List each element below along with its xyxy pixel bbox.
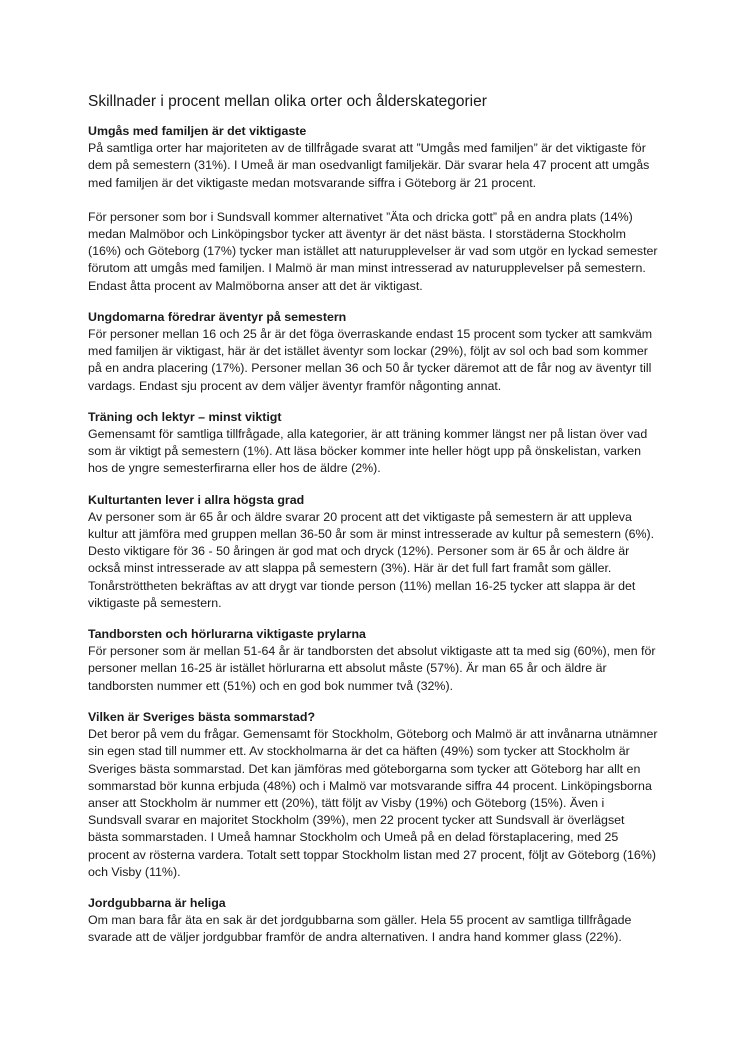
section-paragraph: För personer som är mellan 51-64 år är tandborsten det absolut viktigaste att ta med sig (60%), men för personer mellan 16-25 är istället hörlurarna ett absolut måste (57%). Är man 65 år och äldre är tandborsten nummer ett (51%) och en god bok nummer två (32%). [88,644,656,693]
section-paragraph: För personer mellan 16 och 25 år är det föga överraskande endast 15 procent som tycker att samkväm med familjen är viktigast, här är det istället äventyr som lockar (29%), följt av sol och bad som kommer på en andra placering (17%). Personer mellan 36 och 50 år tycker däremot att de får nog av äventyr till vardags. Endast sju procent av dem väljer äventyr framför någonting annat. [88,327,653,393]
section-culture [88,492,658,612]
section-strawberries [88,895,658,947]
section-paragraph: Gemensamt för samtliga tillfrågade, alla kategorier, är att träning kommer längst ner på listan över vad som är viktigt på semestern (1%). Att läsa böcker kommer inte heller högt upp på önskelistan, varken hos de yngre semesterfirarna eller hos de äldre (2%). [88,427,648,476]
section-summer-city [88,709,658,881]
section-paragraph: Av personer som är 65 år och äldre svarar 20 procent att det viktigaste på semestern är att uppleva kultur att jämföra med gruppen mellan 36-50 år som är minst intresserade av kultur på semestern (6%). Desto viktigare för 36 - 50 åringen är god mat och dryck (12%). Personer som är 65 år och äldre är också minst intresserade av att slappa på semestern (3%). Här är det full fart framåt som gäller. Tonårströttheten bekräftas av att drygt var tionde person (11%) mellan 16-25 tycker att slappa är det viktigaste på semestern. [88,509,655,610]
section-youth-adventure [88,309,658,395]
section-paragraph: För personer som bor i Sundsvall kommer alternativet ”Äta och dricka gott” på en andra plats (14%) medan Malmöbor och Linköpingsbor tycker att äventyr är det näst bästa. I storstäderna Stockholm (16%) och Göteborg (17%) tycker man istället att naturupplevelser är vad som utgör en lyckad semester förutom att umgås med familjen. I Malmö är man minst intresserad av naturupplevelser på semestern. Endast åtta procent av Malmöborna anser att det är viktigast. [88,209,658,293]
section-gadgets [88,626,658,695]
section-training-reading [88,409,658,478]
section-heading: Tandborsten och hörlurarna viktigaste prylarna [88,627,366,642]
section-paragraph: Om man bara får äta en sak är det jordgubbarna som gäller. Hela 55 procent av samtliga tillfrågade svarade att de väljer jordgubbar framför de andra alternativen. I andra hand kommer glass (22%). [88,913,632,945]
section-heading: Vilken är Sveriges bästa sommarstad? [88,709,316,724]
section-family [88,123,658,295]
section-heading: Kulturtanten lever i allra högsta grad [88,492,305,507]
section-heading: Träning och lektyr – minst viktigt [88,409,282,424]
section-heading: Umgås med familjen är det viktigaste [88,124,307,138]
section-heading: Jordgubbarna är heliga [88,895,226,910]
section-paragraph: Det beror på vem du frågar. Gemensamt för Stockholm, Göteborg och Malmö är att invånarna utnämner sin egen stad till nummer ett. Av stockholmarna är det ca häften (49%) som tycker att Stockholm är Sveriges bästa sommarstad. Det kan jämföras med göteborgarna som tycker att Göteborg har allt en sommarstad bör kunna erbjuda (48%) och i Malmö var motsvarande siffra 44 procent. Linköpingsborna anser att Stockholm är nummer ett (20%), tätt följt av Visby (19%) och Göteborg (15%). Även i Sundsvall svarar en majoritet Stockholm (39%), men 22 procent tycker att Sundsvall är överlägset bästa sommarstaden. I Umeå hamnar Stockholm och Umeå på en delad förstaplacering, med 25 procent av rösterna vardera. Totalt sett toppar Stockholm listan med 27 procent, följt av Göteborg (16%) och Visby (11%). [88,727,658,879]
section-paragraph: På samtliga orter har majoriteten av de tillfrågade svarat att ”Umgås med familjen” är det viktigaste för dem på semestern (31%). I Umeå är man osedvanligt familjekär. Där svarar hela 47 procent att umgås med familjen är det viktigaste medan motsvarande siffra i Göteborg är 21 procent. [88,141,650,190]
document-title: Skillnader i procent mellan olika orter och ålderskategorier [88,93,487,110]
section-heading: Ungdomarna föredrar äventyr på semestern [88,309,347,324]
